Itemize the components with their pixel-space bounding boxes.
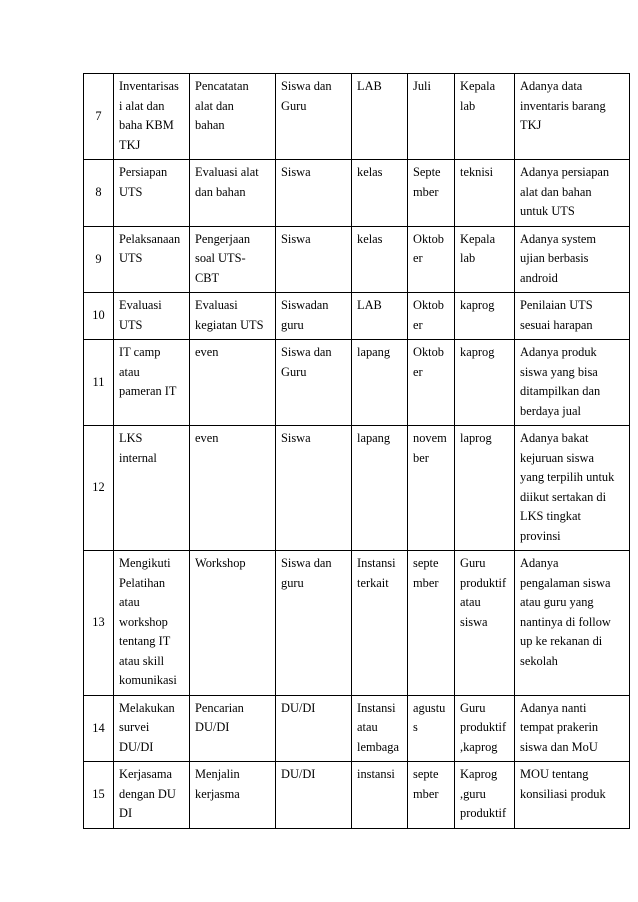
- time-cell: [408, 340, 455, 426]
- form-text: Menjalin kerjasma: [195, 767, 240, 801]
- pic-cell: [455, 426, 515, 551]
- outcome-text: Adanya bakat kejuruan siswa yang terpilih untuk diikut sertakan di LKS tingkat provinsi: [520, 431, 615, 543]
- activity-text: LKS internal: [119, 431, 157, 465]
- form-cell: [190, 340, 276, 426]
- time-cell: [408, 293, 455, 340]
- row-number: [84, 551, 114, 696]
- row-number: [84, 226, 114, 293]
- place-cell: [352, 160, 408, 227]
- place-cell: [352, 426, 408, 551]
- outcome-text: Adanya pengalaman siswa atau guru yang nantinya di follow up ke rekanan di sekolah: [520, 556, 611, 668]
- pic-cell: [455, 293, 515, 340]
- time-text: novem ber: [413, 431, 447, 465]
- place-cell: [352, 226, 408, 293]
- place-cell: [352, 551, 408, 696]
- target-cell: [276, 762, 352, 829]
- place-text: Instansi atau lembaga: [357, 700, 399, 754]
- table-row: [84, 551, 630, 696]
- target-text: Siswadan guru: [281, 298, 329, 332]
- activity-text: Melakukan survei DU/DI: [119, 700, 175, 754]
- place-text: kelas: [357, 165, 383, 179]
- row-number: [84, 762, 114, 829]
- form-cell: [190, 426, 276, 551]
- form-cell: [190, 226, 276, 293]
- row-number-text: 14: [92, 720, 105, 735]
- place-cell: [352, 74, 408, 160]
- pic-text: Kepala lab: [460, 79, 496, 113]
- place-cell: [352, 340, 408, 426]
- activity-text: IT camp atau pameran IT: [119, 345, 177, 398]
- target-text: Siswa: [281, 231, 311, 246]
- time-cell: [408, 226, 455, 293]
- outcome-text: MOU tentang konsiliasi produk: [520, 767, 606, 801]
- activity-table: [83, 73, 630, 829]
- target-cell: [276, 695, 352, 762]
- time-text: Oktob er: [413, 298, 444, 332]
- outcome-text: Adanya nanti tempat prakerin siswa dan MoU: [520, 700, 599, 754]
- pic-cell: [455, 160, 515, 227]
- time-text: Oktob er: [413, 231, 444, 265]
- pic-cell: [455, 340, 515, 426]
- row-number: [84, 74, 114, 160]
- outcome-text: Adanya produk siswa yang bisa ditampilkan dan berdaya jual: [520, 345, 601, 418]
- time-cell: [408, 160, 455, 227]
- outcome-cell: [515, 340, 630, 426]
- row-number: [84, 695, 114, 762]
- outcome-cell: [515, 426, 630, 551]
- outcome-text: Adanya data inventaris barang TKJ: [520, 79, 606, 132]
- target-text: DU/DI: [281, 767, 316, 781]
- pic-cell: [455, 74, 515, 160]
- form-text: Evaluasi kegiatan UTS: [195, 298, 264, 332]
- activity-cell: [114, 160, 190, 227]
- time-cell: [408, 551, 455, 696]
- outcome-cell: [515, 695, 630, 762]
- row-number-text: 12: [92, 480, 105, 495]
- time-cell: [408, 762, 455, 829]
- form-cell: [190, 695, 276, 762]
- row-number-text: 11: [92, 374, 105, 389]
- pic-text: Guru produktif ,kaprog: [460, 700, 507, 754]
- activity-text: Pelaksanaan UTS: [119, 231, 181, 265]
- activity-cell: [114, 74, 190, 160]
- outcome-text: Adanya system ujian berbasis android: [520, 231, 597, 285]
- place-text: LAB: [357, 79, 382, 93]
- target-text: Siswa dan guru: [281, 556, 332, 590]
- row-number-text: 7: [95, 108, 102, 123]
- form-text: Pencatatan alat dan bahan: [195, 79, 249, 132]
- time-cell: [408, 695, 455, 762]
- form-cell: [190, 762, 276, 829]
- outcome-cell: [515, 293, 630, 340]
- time-cell: [408, 426, 455, 551]
- activity-text: Mengikuti Pelatihan atau workshop tentang IT atau skill komunikasi: [119, 556, 177, 687]
- target-text: Siswa: [281, 431, 311, 445]
- place-cell: [352, 762, 408, 829]
- activity-cell: [114, 340, 190, 426]
- target-cell: [276, 340, 352, 426]
- row-number-text: 10: [92, 308, 105, 323]
- table-row: [84, 74, 630, 160]
- form-cell: [190, 160, 276, 227]
- form-text: even: [195, 431, 219, 445]
- outcome-cell: [515, 74, 630, 160]
- pic-text: Kepala lab: [460, 231, 496, 265]
- activity-text: Evaluasi UTS: [119, 298, 162, 332]
- form-text: Pencarian DU/DI: [195, 700, 244, 734]
- pic-text: Guru produktif atau siswa: [460, 556, 507, 629]
- target-text: Siswa dan Guru: [281, 345, 332, 379]
- activity-cell: [114, 226, 190, 293]
- row-number: [84, 160, 114, 227]
- table-row: [84, 226, 630, 293]
- activity-cell: [114, 762, 190, 829]
- target-text: Siswa: [281, 165, 311, 179]
- target-cell: [276, 293, 352, 340]
- place-cell: [352, 695, 408, 762]
- form-cell: [190, 74, 276, 160]
- table-row: [84, 293, 630, 340]
- form-text: Evaluasi alat dan bahan: [195, 165, 259, 199]
- form-cell: [190, 551, 276, 696]
- form-text: Pengerjaan soal UTS- CBT: [195, 231, 251, 285]
- target-text: Siswa dan Guru: [281, 79, 332, 113]
- place-cell: [352, 293, 408, 340]
- target-cell: [276, 226, 352, 293]
- time-text: Septe mber: [413, 165, 441, 199]
- outcome-cell: [515, 762, 630, 829]
- pic-cell: [455, 226, 515, 293]
- activity-cell: [114, 551, 190, 696]
- time-text: Oktob er: [413, 345, 444, 379]
- activity-cell: [114, 695, 190, 762]
- activity-text: Persiapan UTS: [119, 165, 168, 199]
- pic-text: kaprog: [460, 345, 495, 359]
- pic-cell: [455, 762, 515, 829]
- outcome-text: Penilaian UTS sesuai harapan: [520, 298, 593, 332]
- row-number: [84, 293, 114, 340]
- place-text: lapang: [357, 431, 391, 445]
- place-text: Instansi terkait: [357, 556, 396, 590]
- outcome-cell: [515, 551, 630, 696]
- outcome-cell: [515, 226, 630, 293]
- pic-cell: [455, 551, 515, 696]
- activity-text: Kerjasama dengan DU DI: [119, 767, 176, 820]
- outcome-text: Adanya persiapan alat dan bahan untuk UTS: [520, 165, 610, 218]
- row-number-text: 15: [92, 787, 105, 801]
- target-cell: [276, 426, 352, 551]
- form-cell: [190, 293, 276, 340]
- target-cell: [276, 74, 352, 160]
- time-text: Juli: [413, 79, 431, 93]
- time-text: agustu s: [413, 700, 446, 734]
- pic-text: teknisi: [460, 165, 494, 179]
- target-cell: [276, 551, 352, 696]
- table-row: [84, 695, 630, 762]
- place-text: lapang: [357, 345, 391, 359]
- place-text: kelas: [357, 231, 383, 246]
- row-number-text: 9: [95, 251, 102, 266]
- pic-cell: [455, 695, 515, 762]
- time-text: septe mber: [413, 556, 439, 590]
- place-text: instansi: [357, 767, 395, 781]
- row-number-text: 13: [92, 615, 105, 629]
- activity-cell: [114, 426, 190, 551]
- table-row: [84, 426, 630, 551]
- table-body: [84, 74, 630, 829]
- pic-text: laprog: [460, 431, 492, 445]
- form-text: even: [195, 345, 219, 359]
- form-text: Workshop: [195, 556, 246, 570]
- row-number: [84, 426, 114, 551]
- row-number: [84, 340, 114, 426]
- activity-cell: [114, 293, 190, 340]
- table-row: [84, 762, 630, 829]
- outcome-cell: [515, 160, 630, 227]
- place-text: LAB: [357, 298, 382, 312]
- time-text: septe mber: [413, 767, 439, 801]
- target-cell: [276, 160, 352, 227]
- pic-text: Kaprog ,guru produktif: [460, 767, 507, 820]
- target-text: DU/DI: [281, 700, 316, 715]
- pic-text: kaprog: [460, 298, 495, 312]
- activity-text: Inventarisas i alat dan baha KBM TKJ: [119, 79, 179, 152]
- row-number-text: 8: [95, 185, 102, 199]
- table-row: [84, 160, 630, 227]
- table-row: [84, 340, 630, 426]
- time-cell: [408, 74, 455, 160]
